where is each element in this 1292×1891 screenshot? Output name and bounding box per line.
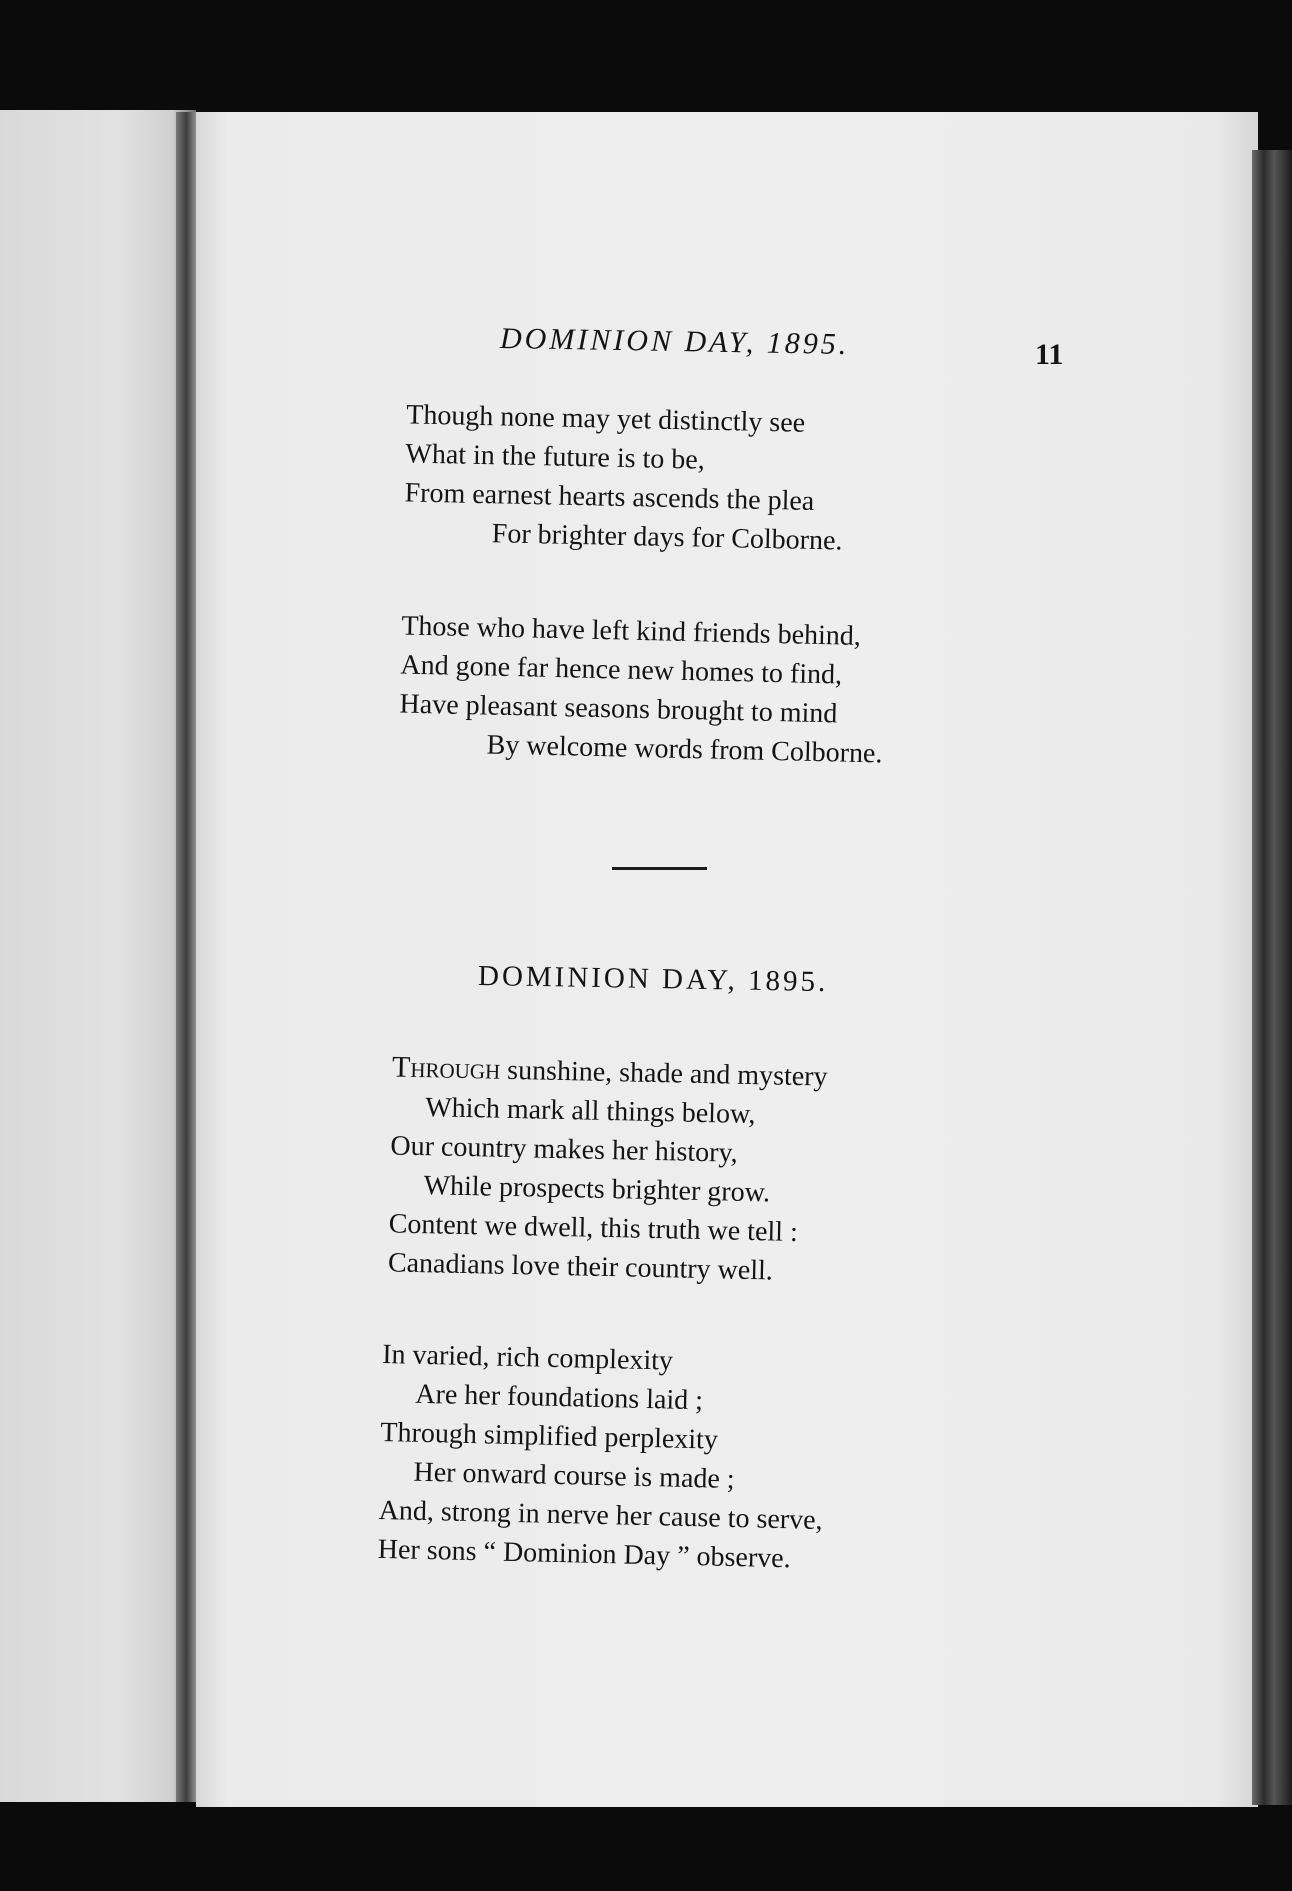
verse-line: From earnest hearts ascends the plea [404,477,815,517]
verse-line: Her onward course is made ; [413,1456,735,1496]
running-head: DOMINION DAY, 1895. [499,321,850,362]
poem-stanza-2 [377,1335,826,1579]
verse-line: Canadians love their country well. [387,1247,774,1287]
section-divider [612,867,707,870]
verse-line: Have pleasant seasons brought to mind [399,688,838,730]
verse-line: And, strong in nerve her cause to serve, [378,1494,823,1537]
verse-line: Though none may yet distinctly see [405,399,806,439]
verse-line: While prospects brighter grow. [423,1170,771,1209]
verse-line: Which mark all things below, [424,1092,756,1131]
facing-page-edge [0,110,196,1802]
page-number: 11 [1035,338,1064,371]
verse-line: Through simplified perplexity [380,1416,719,1456]
upper-stanza-1 [403,395,845,560]
verse-line: Are her foundations laid ; [415,1378,704,1417]
verse-line: What in the future is to be, [405,438,706,476]
page-edge-shadow [1252,150,1292,1805]
verse-line: Content we dwell, this truth we tell : [388,1208,799,1248]
verse-line: Her sons “ Dominion Day ” observe. [377,1533,791,1575]
verse-line: For brighter days for Colborne. [491,518,843,557]
verse-line: Those who have left kind friends behind, [401,610,862,652]
verse-line: Our country makes her history, [390,1130,739,1169]
verse-line-text: sunshine, shade and mystery [499,1054,828,1093]
verse-line: And gone far hence new homes to find, [400,649,843,691]
drop-word: Through [391,1050,501,1086]
poem-title: DOMINION DAY, 1895. [477,959,829,999]
poem-stanza-1 [388,1047,828,1291]
upper-stanza-2 [398,607,885,774]
verse-line: By welcome words from Colborne. [486,729,883,770]
verse-line: In varied, rich complexity [381,1338,674,1377]
